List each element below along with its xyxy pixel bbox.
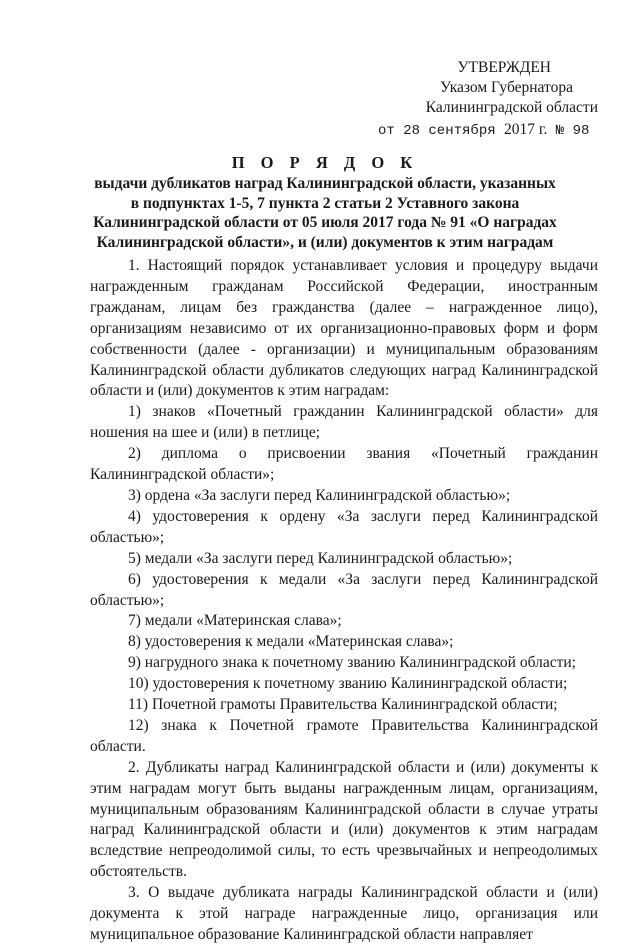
list-item: 9) нагрудного знака к почетному званию Калининградской области; xyxy=(128,654,576,672)
list-item: 10) удостоверения к почетному званию Калининградской области; xyxy=(128,675,568,693)
list-item: 1) знаков «Почетный гражданин Калининградской области» для ношения на шее и (или) в петлице; xyxy=(90,403,598,442)
list-item: 7) медали «Материнская слава»; xyxy=(128,612,342,630)
document-title xyxy=(90,152,560,252)
approval-line-approved: УТВЕРЖДЕН xyxy=(457,59,551,76)
list-item: 2) диплома о присвоении звания «Почетный гражданин Калининградской области»; xyxy=(90,445,598,484)
approval-date: от 28 сентября xyxy=(378,123,496,139)
approval-number: 98 xyxy=(572,123,590,139)
title-line: выдачи дубликатов наград Калининградской области, указанных xyxy=(94,175,556,192)
list-item: 12) знака к Почетной грамоте Правительства Калининградской области. xyxy=(90,716,598,755)
approval-year: 2017 г. xyxy=(504,121,548,138)
approval-stamp xyxy=(378,58,598,141)
title-line: в подпунктах 1-5, 7 пункта 2 статьи 2 Уставного закона xyxy=(130,194,520,212)
paragraph-2: 2. Дубликаты наград Калининградской области и (или) документы к этим наградам могут быть выданы награжденным лицам, организациям, муниципальным образованиям Калининградской области в случае утраты наград Калининградской области и (или) документов к этим наградам вследствие непреодолимой силы, то есть чрезвычайных и непреодолимых обстоятельств. xyxy=(90,758,598,881)
approval-line-region: Калининградской области xyxy=(425,99,598,116)
list-item: 3) ордена «За заслуги перед Калининградской областью»; xyxy=(128,486,511,504)
approval-number-sign: № xyxy=(555,123,565,139)
paragraph-3: 3. О выдаче дубликата награды Калининградской области и (или) документа к этой награде награжденные лицо, организация или муниципальное образование Калининградской области направляет xyxy=(90,884,598,943)
list-item: 11) Почетной грамоты Правительства Калининградской области; xyxy=(128,696,558,714)
approval-line-decree: Указом Губернатора xyxy=(440,79,573,96)
title-line: Калининградской области», и (или) документов к этим наградам xyxy=(96,233,554,251)
title-line: Калининградской области от 05 июля 2017 года № 91 «О наградах xyxy=(93,214,557,231)
approval-date-line xyxy=(378,120,598,141)
document-body xyxy=(90,256,598,946)
paragraph-1: 1. Настоящий порядок устанавливает условия и процедуру выдачи награжденным гражданам Российской Федерации, иностранным гражданам, лицам без гражданства (далее – награжденное лицо), организациям независимо от их организационно-правовых форм и форм собственности (далее - организации) и муниципальным образованиям Калининградской области дубликатов следующих наград Калининградской области и (или) документов к этим наградам: xyxy=(90,257,598,400)
title-heading: П О Р Я Д О К xyxy=(231,153,419,172)
list-item: 8) удостоверения к медали «Материнская слава»; xyxy=(128,633,454,651)
list-item: 6) удостоверения к медали «За заслуги перед Калининградской областью»; xyxy=(90,570,598,609)
list-item: 4) удостоверения к ордену «За заслуги перед Калининградской областью»; xyxy=(90,507,598,546)
list-item: 5) медали «За заслуги перед Калининградской областью»; xyxy=(128,549,513,567)
